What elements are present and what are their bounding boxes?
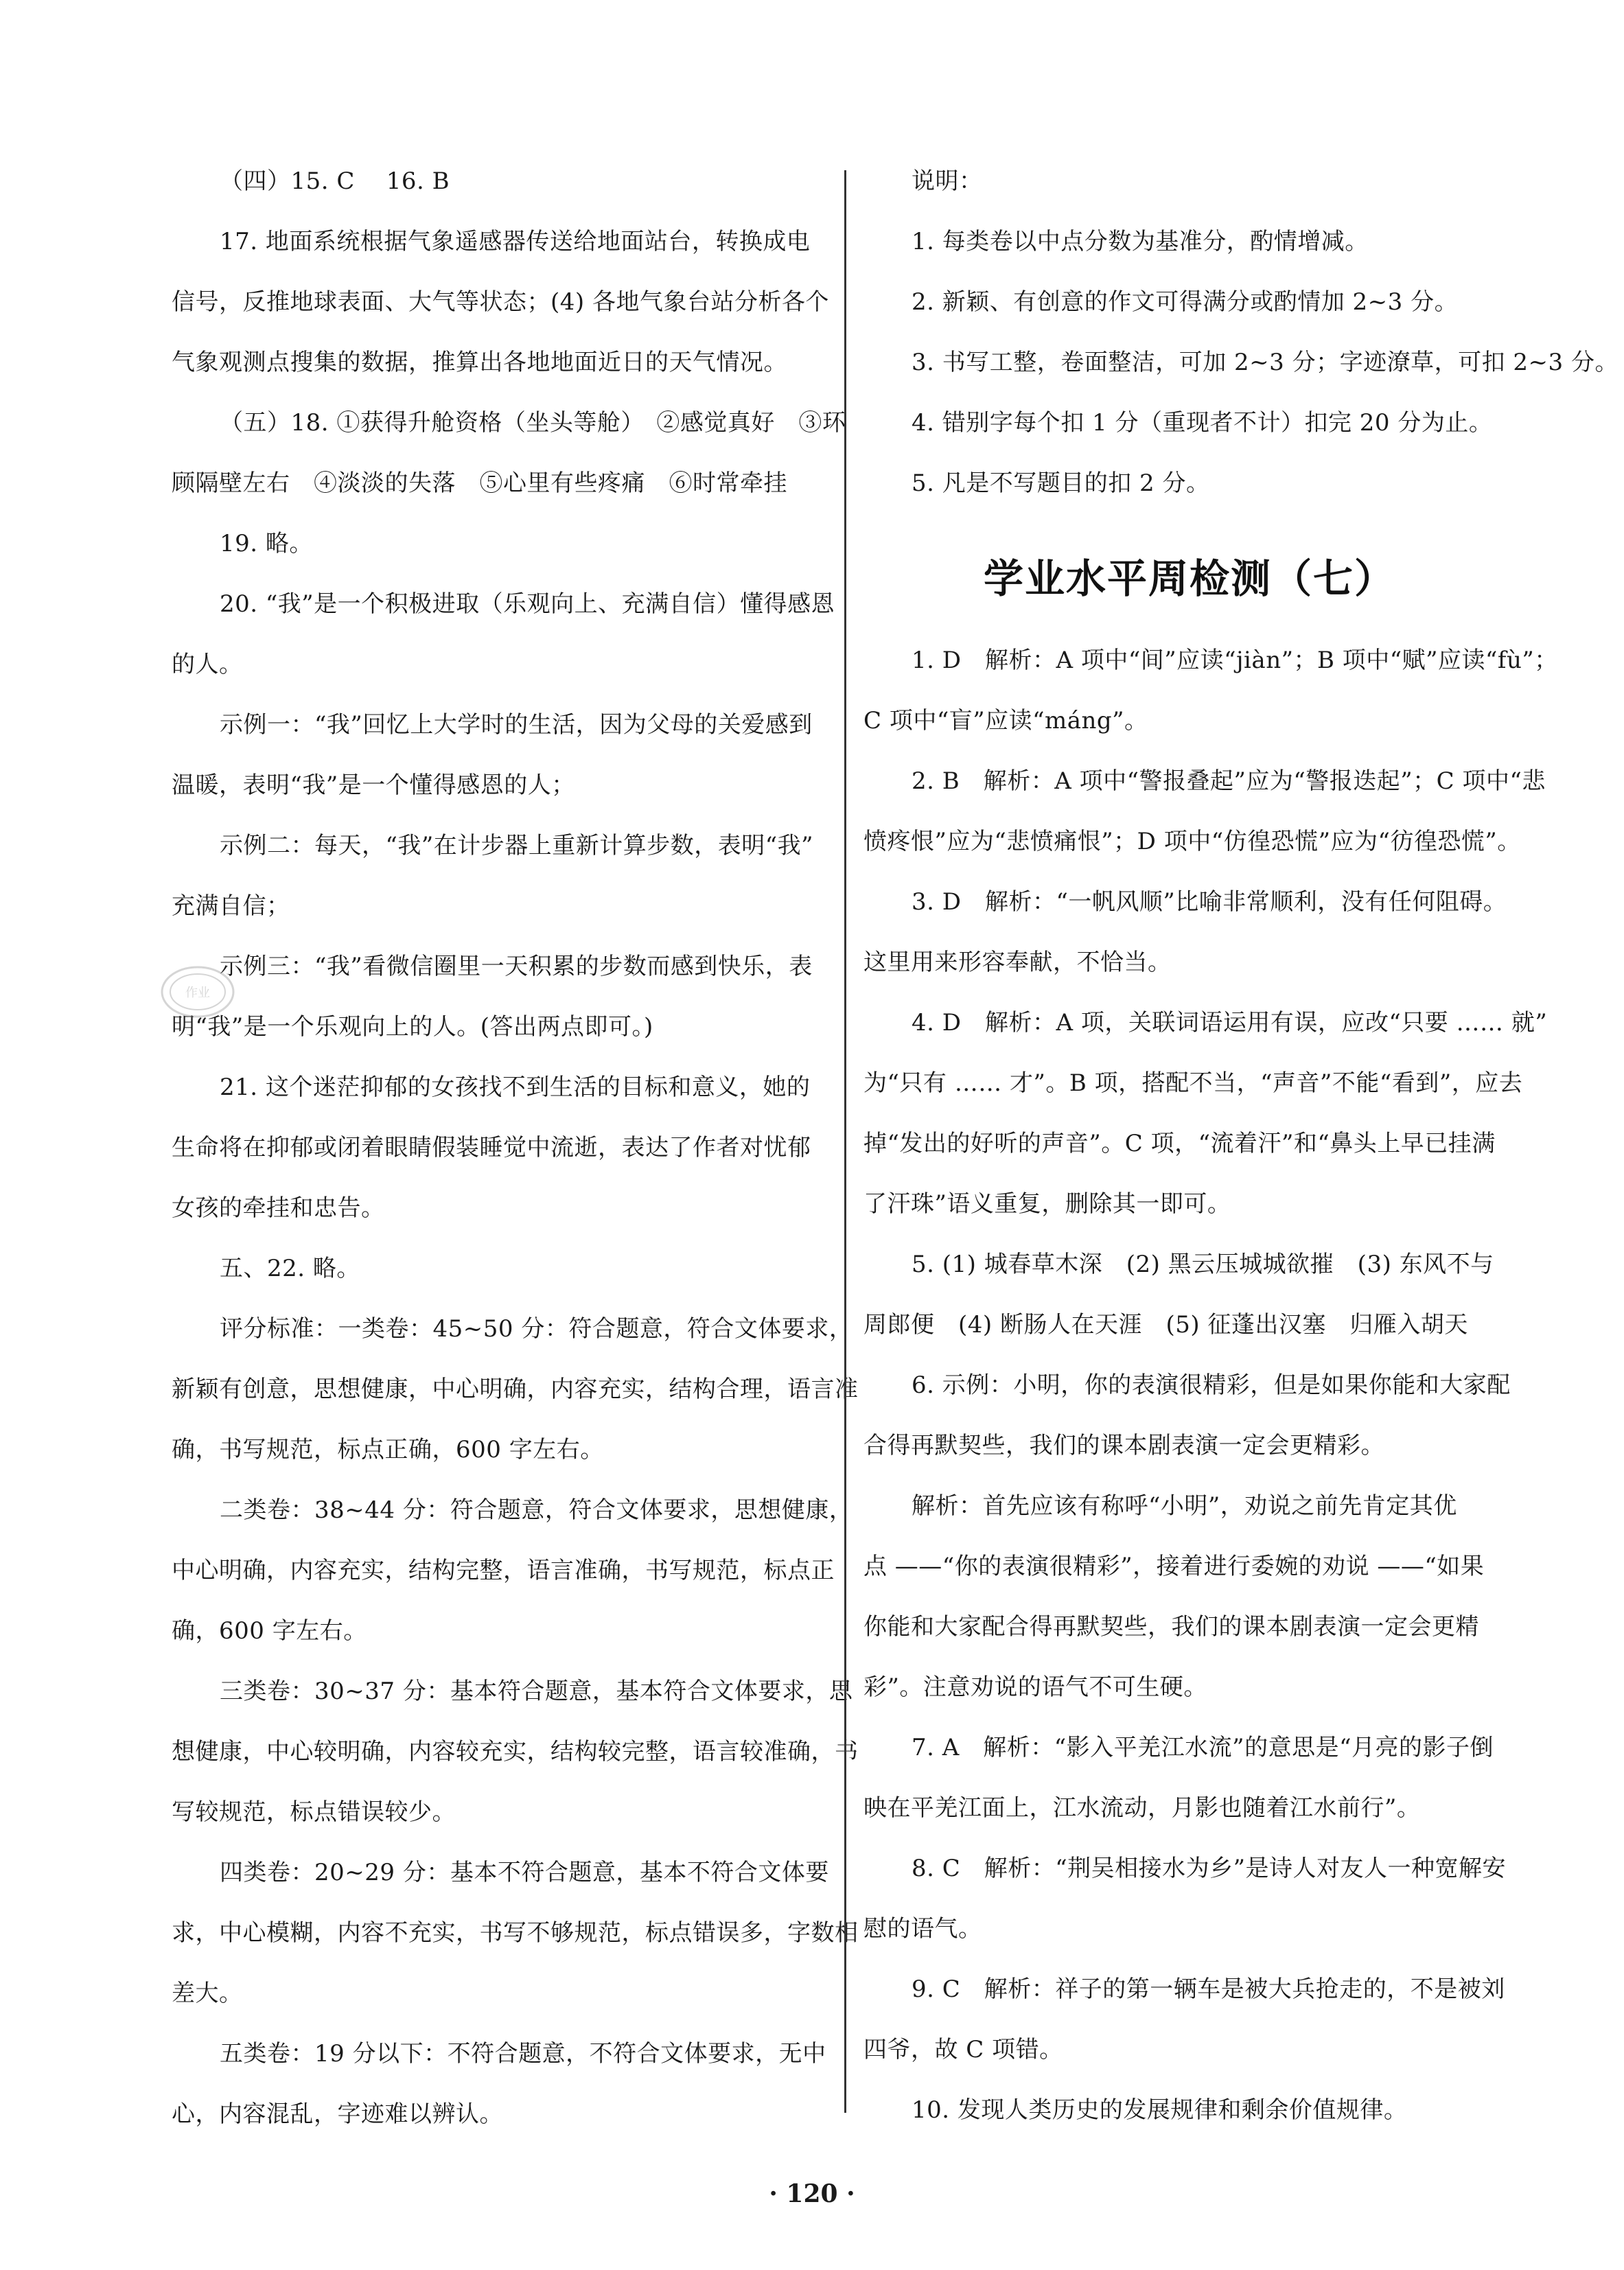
text-line: 3. 书写工整，卷面整洁，可加 2~3 分；字迹潦草，可扣 2~3 分。 (912, 349, 1619, 376)
text-line: 的人。 (172, 651, 243, 678)
text-line: 这里用来形容奉献，不恰当。 (863, 949, 1172, 976)
answer-list (863, 630, 1558, 2140)
text-line: 4. 错别字每个扣 1 分（重现者不计）扣完 20 分为止。 (912, 409, 1493, 437)
text-line: 慰的语气。 (863, 1915, 982, 1943)
right-column (863, 151, 1619, 2140)
text-line: 1. 每类卷以中点分数为基准分，酌情增减。 (912, 228, 1369, 255)
text-line: 五、22. 略。 (220, 1255, 360, 1282)
text-line: 6. 示例：小明，你的表演很精彩，但是如果你能和大家配 (912, 1371, 1511, 1399)
column-divider (844, 170, 846, 2113)
text-line: 7. A 解析：“影入平羌江水流”的意思是“月亮的影子倒 (912, 1734, 1494, 1761)
text-line: 8. C 解析：“荆吴相接水为乡”是诗人对友人一种宽解安 (912, 1855, 1507, 1882)
text-line: 合得再默契些，我们的课本剧表演一定会更精彩。 (863, 1432, 1384, 1459)
text-line: 2. 新颖、有创意的作文可得满分或酌情加 2~3 分。 (912, 288, 1459, 316)
text-line: 新颖有创意，思想健康，中心明确，内容充实，结构合理，语言准 (172, 1376, 859, 1403)
text-line: 明“我”是一个乐观向上的人。(答出两点即可。) (172, 1013, 653, 1041)
text-line: 示例二：每天，“我”在计步器上重新计算步数，表明“我” (220, 832, 814, 859)
text-line: 中心明确，内容充实，结构完整，语言准确，书写规范，标点正 (172, 1557, 835, 1584)
text-line: 彩”。注意劝说的语气不可生硬。 (863, 1673, 1207, 1701)
text-line: 点 ——“你的表演很精彩”，接着进行委婉的劝说 ——“如果 (863, 1553, 1485, 1580)
text-line: 2. B 解析：A 项中“警报叠起”应为“警报迭起”；C 项中“悲 (912, 767, 1546, 795)
text-line: 二类卷：38~44 分：符合题意，符合文体要求，思想健康， (220, 1496, 853, 1524)
text-line: 21. 这个迷茫抑郁的女孩找不到生活的目标和意义，她的 (220, 1074, 811, 1101)
text-line: 生命将在抑郁或闭着眼睛假装睡觉中流逝，表达了作者对忧郁 (172, 1134, 811, 1161)
text-line: C 项中“盲”应读“máng”。 (863, 707, 1148, 734)
text-line: 示例一：“我”回忆上大学时的生活，因为父母的关爱感到 (220, 711, 813, 739)
text-line: 确，书写规范，标点正确，600 字左右。 (172, 1436, 604, 1463)
text-line: 你能和大家配合得再默契些，我们的课本剧表演一定会更精 (863, 1613, 1479, 1641)
text-line: 3. D 解析：“一帆风顺”比喻非常顺利，没有任何阻碍。 (912, 888, 1507, 916)
text-line: 20. “我”是一个积极进取（乐观向上、充满自信）懂得感恩 (220, 590, 835, 618)
text-line: 为“只有 …… 才”。B 项，搭配不当，“声音”不能“看到”，应去 (863, 1069, 1523, 1097)
text-line: 1. D 解析：A 项中“间”应读“jiàn”；B 项中“赋”应读“fù”； (912, 647, 1558, 674)
text-line: （四）15. C 16. B (220, 167, 450, 195)
text-line: 心，内容混乱，字迹难以辨认。 (172, 2100, 503, 2128)
text-line: 差大。 (172, 1980, 243, 2007)
text-line: 顾隔壁左右 ④淡淡的失落 ⑤心里有些疼痛 ⑥时常牵挂 (172, 470, 787, 497)
text-line: 映在平羌江面上，江水流动，月影也随着江水前行”。 (863, 1794, 1421, 1822)
text-line: 掉“发出的好听的声音”。C 项，“流着汗”和“鼻头上早已挂满 (863, 1130, 1496, 1157)
section-title: 学业水平周检测（七） (983, 555, 1395, 602)
text-line: 想健康，中心较明确，内容较充实，结构较完整，语言较准确，书 (172, 1738, 859, 1765)
text-line: 5. 凡是不写题目的扣 2 分。 (912, 470, 1210, 497)
page-number: · 120 · (769, 2179, 855, 2208)
text-line: 写较规范，标点错误较少。 (172, 1798, 456, 1826)
text-line: 信号，反推地球表面、大气等状态；(4) 各地气象台站分析各个 (172, 288, 829, 316)
text-line: 9. C 解析：祥子的第一辆车是被大兵抢走的，不是被刘 (912, 1976, 1505, 2003)
text-line: 17. 地面系统根据气象遥感器传送给地面站台，转换成电 (220, 228, 811, 255)
text-line: 四爷，故 C 项错。 (863, 2036, 1063, 2063)
text-line: 愤疼恨”应为“悲愤痛恨”；D 项中“仿徨恐慌”应为“彷徨恐慌”。 (863, 828, 1521, 855)
text-line: 说明： (912, 167, 983, 195)
text-line: 解析：首先应该有称呼“小明”，劝说之前先肯定其优 (912, 1492, 1457, 1520)
left-column (172, 151, 859, 2144)
text-line: 4. D 解析：A 项，关联词语运用有误，应改“只要 …… 就” (912, 1009, 1548, 1036)
text-line: 5. (1) 城春草木深 (2) 黑云压城城欲摧 (3) 东风不与 (912, 1251, 1494, 1278)
watermark-stamp-icon (156, 961, 239, 1023)
text-line: 确，600 字左右。 (172, 1617, 367, 1645)
text-line: 五类卷：19 分以下：不符合题意，不符合文体要求，无中 (220, 2040, 826, 2068)
text-line: 求，中心模糊，内容不充实，书写不够规范，标点错误多，字数相 (172, 1919, 859, 1947)
text-line: 评分标准：一类卷：45~50 分：符合题意，符合文体要求， (220, 1315, 853, 1343)
text-line: 周郎便 (4) 断肠人在天涯 (5) 征蓬出汉塞 归雁入胡天 (863, 1311, 1468, 1339)
text-line: （五）18. ①获得升舱资格（坐头等舱） ②感觉真好 ③环 (220, 409, 846, 437)
stamp-text: 作业 (185, 986, 210, 1000)
text-line: 女孩的牵挂和忠告。 (172, 1194, 385, 1222)
text-line: 温暖，表明“我”是一个懂得感恩的人； (172, 772, 575, 799)
text-line: 19. 略。 (220, 530, 313, 557)
text-line: 10. 发现人类历史的发展规律和剩余价值规律。 (912, 2096, 1408, 2124)
text-line: 了汗珠”语义重复，删除其一即可。 (863, 1190, 1231, 1218)
text-line: 三类卷：30~37 分：基本符合题意，基本符合文体要求，思 (220, 1678, 853, 1705)
text-line: 气象观测点搜集的数据，推算出各地地面近日的天气情况。 (172, 349, 787, 376)
text-line: 示例三：“我”看微信圈里一天积累的步数而感到快乐，表 (220, 953, 813, 980)
scoring-notes (863, 151, 1619, 513)
text-line: 充满自信； (172, 892, 290, 920)
text-line: 四类卷：20~29 分：基本不符合题意，基本不符合文体要 (220, 1859, 829, 1886)
